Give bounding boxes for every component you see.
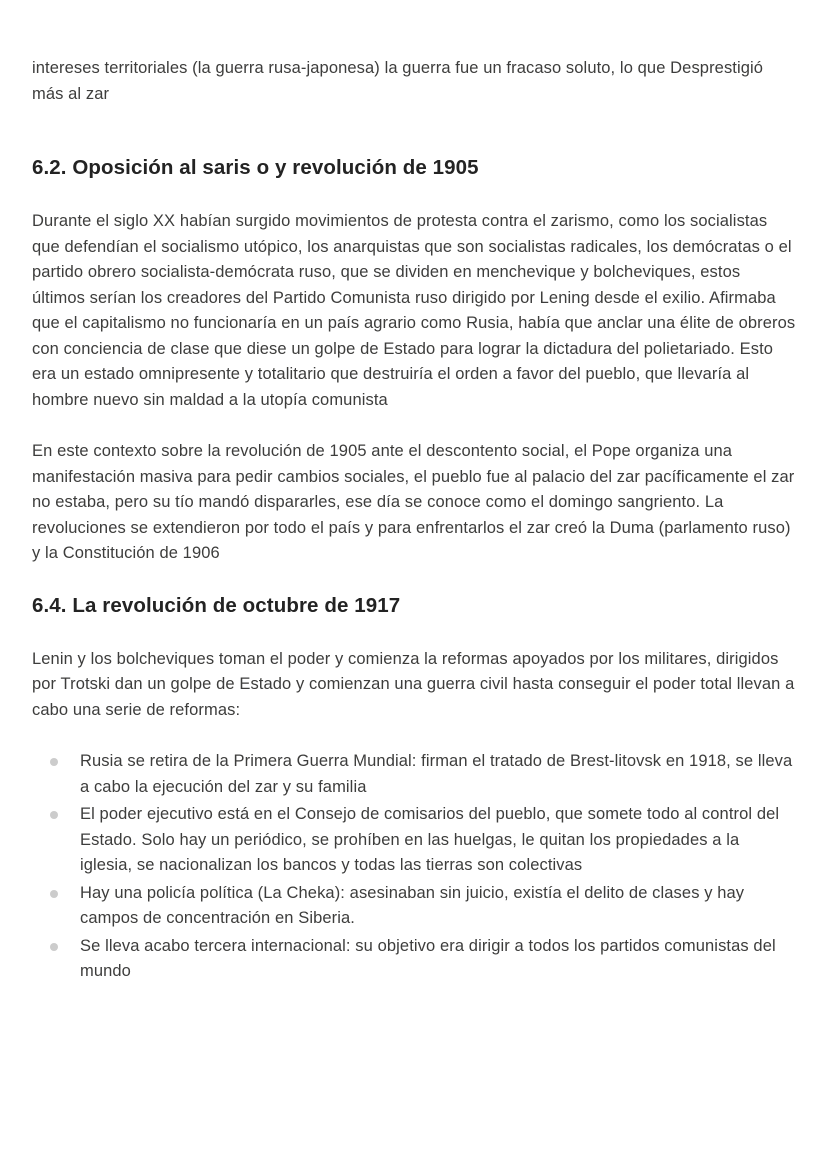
bullet-text: Hay una policía política (La Cheka): asesinaban sin juicio, existía el delito de clases y hay campos de concentración en Siberia. xyxy=(80,883,745,927)
list-item xyxy=(32,881,796,932)
bullet-text: Rusia se retira de la Primera Guerra Mundial: firman el tratado de Brest-litovsk en 1918, se lleva a cabo la ejecución del zar y su familia xyxy=(80,752,793,796)
section-1905 xyxy=(32,155,796,567)
bullet-text: Se lleva acabo tercera internacional: su objetivo era dirigir a todos los partidos comunistas del mundo xyxy=(80,936,776,980)
section-1917-paragraph-1: Lenin y los bolcheviques toman el poder y comienza la reformas apoyados por los militares, dirigidos por Trotski dan un golpe de Estado y comienzan una guerra civil hasta conseguir el poder total llevan a cabo una serie de reformas: xyxy=(32,649,795,719)
list-item xyxy=(32,934,796,985)
section-1905-paragraph-1: Durante el siglo XX habían surgido movimientos de protesta contra el zarismo, como los socialistas que defendían el socialismo utópico, los anarquistas que son socialistas radicales, los demócratas o el partido obrero socialista-demócrata ruso, que se dividen en menchevique y bolcheviques, estos últimos serían los creadores del Partido Comunista ruso dirigido por Lening desde el exilio. Afirmaba que el capitalismo no funcionaría en un país agrario como Rusia, había que anclar una élite de obreros con conciencia de clase que diese un golpe de Estado para lograr la dictadura del polietariado. Esto era un estado omnipresente y totalitario que destruiría el orden a favor del pueblo, que llevaría al hombre nuevo sin maldad a la utopía comunista xyxy=(32,212,796,409)
bullet-text: El poder ejecutivo está en el Consejo de comisarios del pueblo, que somete todo al control del Estado. Solo hay un periódico, se prohíben en las huelgas, le quitan los propiedades a la iglesia, se nacionalizan los bancos y todas las tierras son colectivas xyxy=(80,805,780,874)
section-1917 xyxy=(32,593,796,985)
section-1917-heading: 6.4. La revolución de octubre de 1917 xyxy=(32,593,401,617)
bullet-dot-icon xyxy=(50,758,58,766)
intro-paragraph: intereses territoriales (la guerra rusa-japonesa) la guerra fue un fracaso soluto, lo que Desprestigió más al zar xyxy=(32,59,764,103)
section-1905-heading: 6.2. Oposición al saris o y revolución de 1905 xyxy=(32,156,479,179)
bullet-dot-icon xyxy=(50,890,58,898)
list-item xyxy=(32,802,796,879)
bullet-dot-icon xyxy=(50,811,58,819)
section-1905-paragraph-2: En este contexto sobre la revolución de 1905 ante el descontento social, el Pope organiza una manifestación masiva para pedir cambios sociales, el pueblo fue al palacio del zar pacíficamente el zar no estaba, pero su tío mandó dispararles, ese día se conoce como el domingo sangriento. La revoluciones se extendieron por todo el país y para enfrentarlos el zar creó la Duma (parlamento ruso) y la Constitución de 1906 xyxy=(32,442,795,562)
bullet-dot-icon xyxy=(50,943,58,951)
list-item xyxy=(32,749,796,800)
reforms-bullet-list xyxy=(32,749,796,985)
